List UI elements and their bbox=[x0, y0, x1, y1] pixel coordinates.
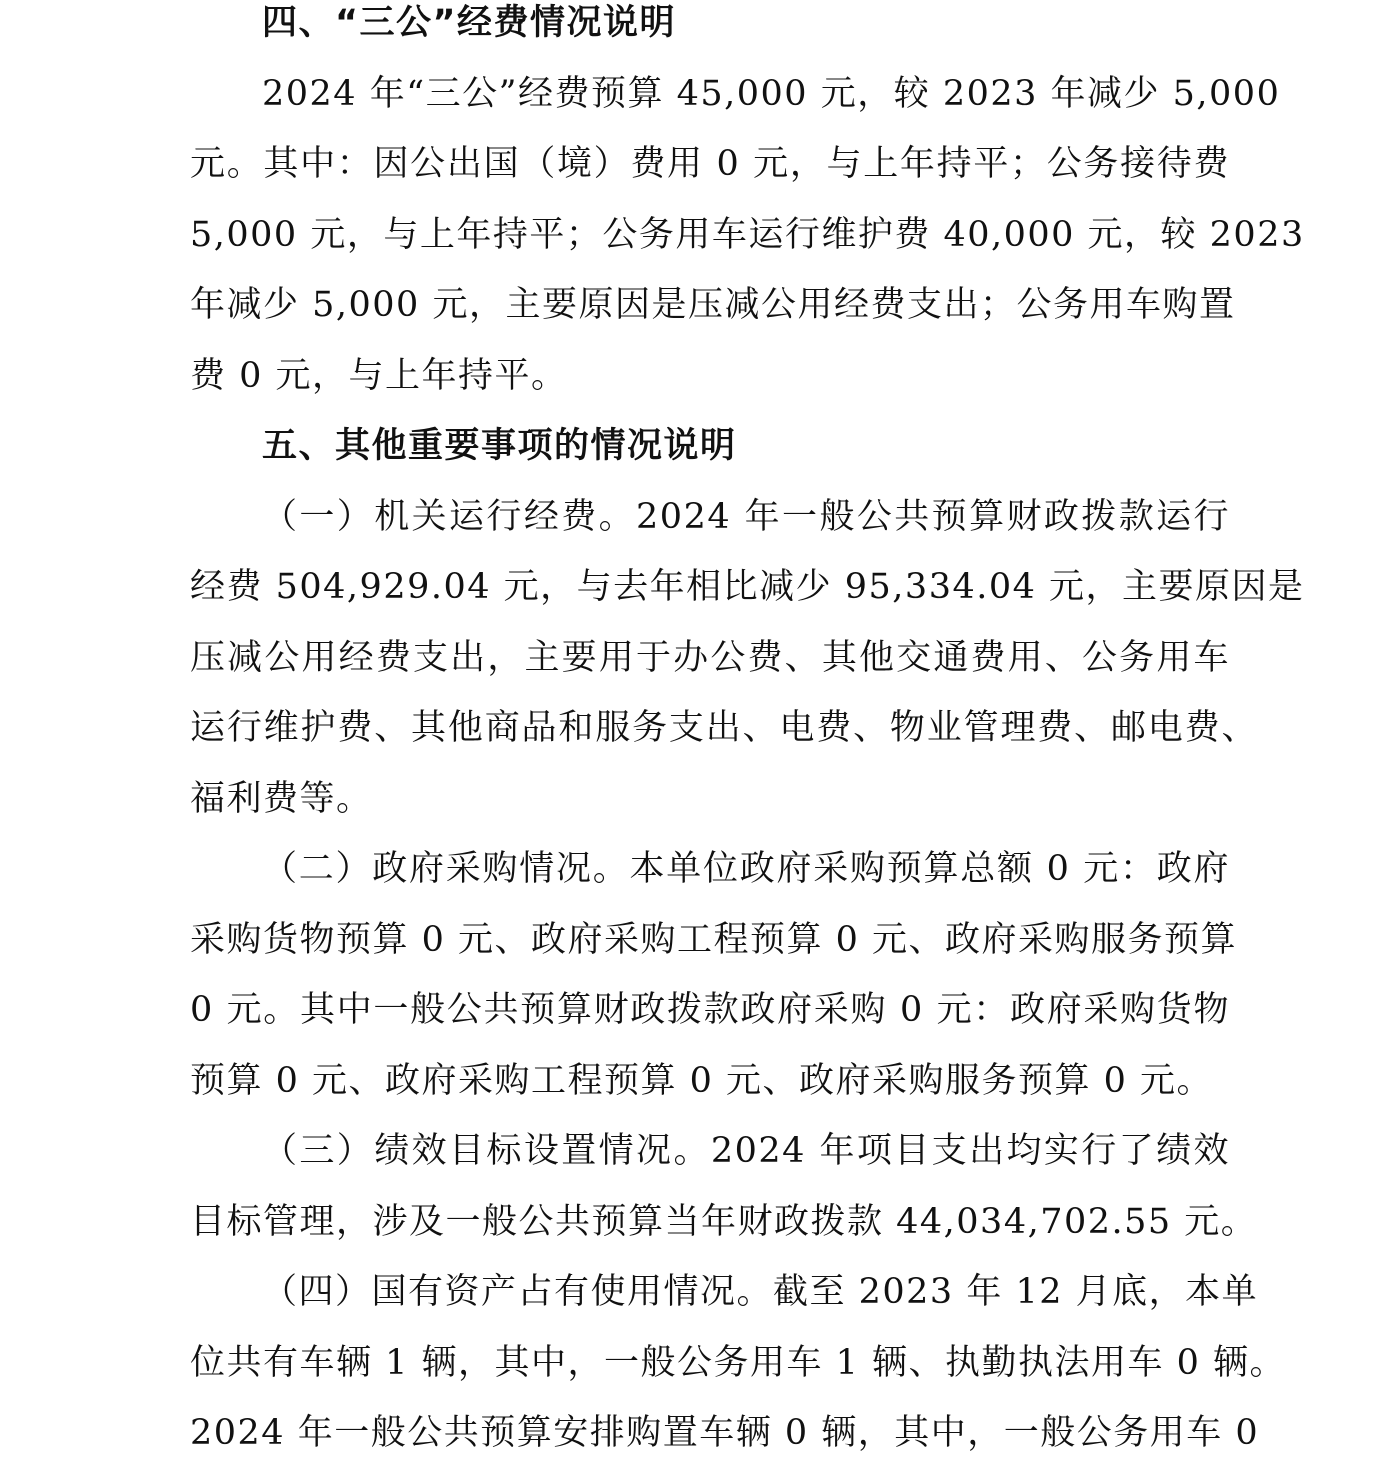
section-heading-three-public-funds: 四、“三公”经费情况说明 bbox=[262, 3, 677, 43]
paragraph-line: 目标管理，涉及一般公共预算当年财政拨款 44,034,702.55 元。 bbox=[190, 1202, 1258, 1242]
paragraph-line: 预算 0 元、政府采购工程预算 0 元、政府采购服务预算 0 元。 bbox=[190, 1061, 1214, 1101]
paragraph-line: 福利费等。 bbox=[190, 779, 373, 819]
paragraph-line: 经费 504,929.04 元，与去年相比减少 95,334.04 元，主要原因是 bbox=[190, 567, 1305, 607]
paragraph-line: 位共有车辆 1 辆，其中，一般公务用车 1 辆、执勤执法用车 0 辆。 bbox=[190, 1343, 1287, 1383]
paragraph-line: 0 元。其中一般公共预算财政拨款政府采购 0 元：政府采购货物 bbox=[190, 990, 1230, 1030]
section-heading-other-matters: 五、其他重要事项的情况说明 bbox=[262, 426, 737, 466]
paragraph-line: （三）绩效目标设置情况。2024 年项目支出均实行了绩效 bbox=[262, 1131, 1230, 1171]
paragraph-line: （四）国有资产占有使用情况。截至 2023 年 12 月底，本单 bbox=[262, 1272, 1259, 1312]
paragraph-line: 元。其中：因公出国（境）费用 0 元，与上年持平；公务接待费 bbox=[190, 144, 1230, 184]
paragraph-line: （二）政府采购情况。本单位政府采购预算总额 0 元：政府 bbox=[262, 849, 1230, 889]
paragraph-line: 5,000 元，与上年持平；公务用车运行维护费 40,000 元，较 2023 bbox=[190, 215, 1305, 255]
paragraph-line: 2024 年“三公”经费预算 45,000 元，较 2023 年减少 5,000 bbox=[262, 74, 1281, 114]
paragraph-line: 采购货物预算 0 元、政府采购工程预算 0 元、政府采购服务预算 bbox=[190, 920, 1238, 960]
paragraph-line: （一）机关运行经费。2024 年一般公共预算财政拨款运行 bbox=[262, 497, 1230, 537]
paragraph-line: 压减公用经费支出，主要用于办公费、其他交通费用、公务用车 bbox=[190, 638, 1230, 678]
paragraph-line: 费 0 元，与上年持平。 bbox=[190, 356, 568, 396]
paragraph-line: 运行维护费、其他商品和服务支出、电费、物业管理费、邮电费、 bbox=[190, 708, 1258, 748]
paragraph-line: 2024 年一般公共预算安排购置车辆 0 辆，其中，一般公务用车 0 bbox=[190, 1413, 1260, 1453]
paragraph-line: 年减少 5,000 元，主要原因是压减公用经费支出；公务用车购置 bbox=[190, 285, 1236, 325]
